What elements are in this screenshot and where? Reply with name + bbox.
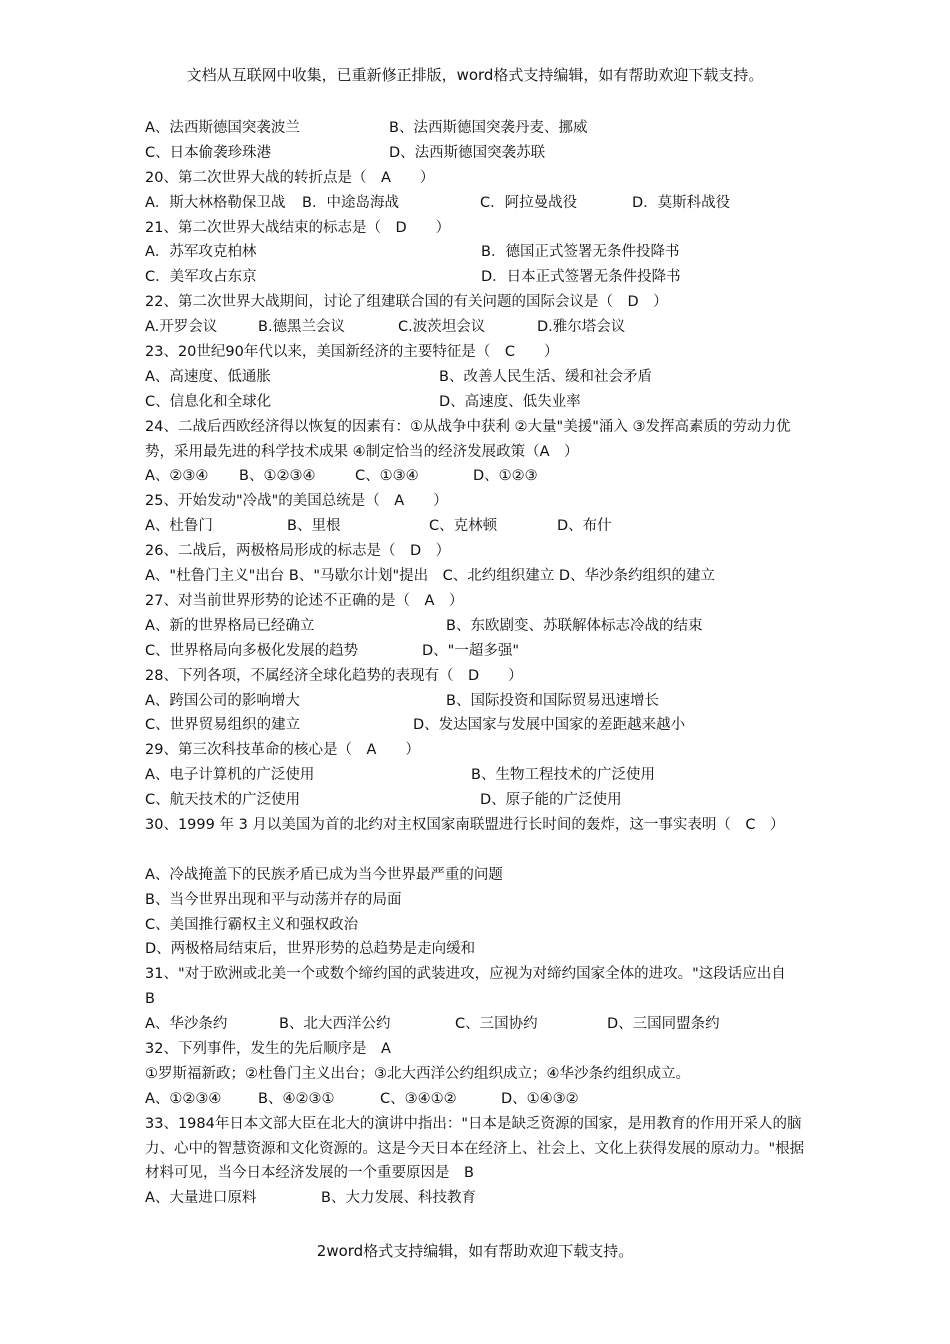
text-line-33 xyxy=(145,1012,810,1037)
line-14-segment-0: 25、开始发动"冷战"的美国总统是（ A ） xyxy=(145,493,448,510)
text-line-21 xyxy=(145,664,810,689)
line-33-segment-2: C、三国协约 xyxy=(455,1016,538,1033)
line-26-segment-0: C、航天技术的广泛使用 xyxy=(145,792,301,809)
line-26-segment-1: D、原子能的广泛使用 xyxy=(480,792,622,809)
line-6-segment-0: C．美军攻占东京 xyxy=(145,269,257,286)
line-23-segment-1: D、发达国家与发展中国家的差距越来越小 xyxy=(413,717,686,734)
text-line-19 xyxy=(145,614,810,639)
line-11-segment-1: D、高速度、低失业率 xyxy=(439,393,581,410)
text-line-25 xyxy=(145,763,810,788)
question-text-32: 31、"对于欧洲或北美一个或数个缔约国的武装进攻，应视为对缔约国家全体的进攻。"这段话应出自 B xyxy=(145,966,801,1008)
line-17-segment-0: A、"杜鲁门主义"出台 B、"马歇尔计划"提出 C、北约组织建立 D、华沙条约组织的建立 xyxy=(145,568,716,585)
text-line-36 xyxy=(145,1087,810,1112)
line-13-segment-0: A、②③④ xyxy=(145,468,209,485)
text-line-6 xyxy=(145,265,810,290)
text-line-26 xyxy=(145,788,810,813)
line-8-segment-0: A.开罗会议 xyxy=(145,319,218,336)
line-0-segment-0: A、法西斯德国突袭波兰 xyxy=(145,120,300,136)
line-0-segment-1: B、法西斯德国突袭丹麦、挪威 xyxy=(389,120,588,136)
line-11-segment-0: C、信息化和全球化 xyxy=(145,393,272,410)
text-line-15 xyxy=(145,514,810,539)
line-36-segment-2: C、③④①② xyxy=(380,1090,457,1107)
page-footer: 2word格式支持编辑，如有帮助欢迎下载支持。 xyxy=(316,1242,634,1260)
line-15-segment-3: D、布什 xyxy=(557,518,612,535)
line-4-segment-0: 21、第二次世界大战结束的标志是（ D ） xyxy=(145,219,451,236)
line-25-segment-0: A、电子计算机的广泛使用 xyxy=(145,767,315,784)
text-line-11 xyxy=(145,390,810,415)
text-line-8 xyxy=(145,315,810,340)
text-line-17 xyxy=(145,564,810,589)
line-13-segment-3: D、①②③ xyxy=(473,468,538,485)
line-36-segment-1: B、④②③① xyxy=(258,1090,335,1107)
line-21-segment-0: 28、下列各项，不属经济全球化趋势的表现有（ D ） xyxy=(145,667,523,684)
text-line-16 xyxy=(145,539,810,564)
line-8-segment-2: C.波茨坦会议 xyxy=(398,319,486,336)
line-18-segment-0: 27、对当前世界形势的论述不正确的是（ A ） xyxy=(145,592,464,609)
text-line-22 xyxy=(145,689,810,714)
page-header: 文档从互联网中收集，已重新修正排版，word格式支持编辑，如有帮助欢迎下载支持。 xyxy=(186,66,764,84)
text-line-38 xyxy=(145,1186,810,1211)
text-line-9 xyxy=(145,340,810,365)
question-text-12: 24、二战后西欧经济得以恢复的因素有：①从战争中获利 ②大量"美援"涌入 ③发挥高素质的劳动力优势，采用最先进的科学技术成果 ④制定恰当的经济发展政策（A ） xyxy=(145,418,791,460)
line-5-segment-1: B．德国正式签署无条件投降书 xyxy=(481,244,680,261)
line-13-segment-2: C、①③④ xyxy=(355,468,419,485)
line-6-segment-1: D．日本正式签署无条件投降书 xyxy=(481,269,681,286)
text-line-28 xyxy=(145,863,810,888)
line-20-segment-1: D、"一超多强" xyxy=(422,642,520,659)
text-line-18 xyxy=(145,589,810,614)
line-5-segment-0: A．苏军攻克柏林 xyxy=(145,244,257,261)
line-24-segment-0: 29、第三次科技革命的核心是（ A ） xyxy=(145,742,420,759)
text-line-29 xyxy=(145,888,810,913)
line-38-segment-0: A、大量进口原料 xyxy=(145,1190,257,1207)
line-22-segment-1: B、国际投资和国际贸易迅速增长 xyxy=(446,692,659,709)
line-3-segment-2: C．阿拉曼战役 xyxy=(480,194,578,211)
text-line-31 xyxy=(145,937,810,962)
line-31-segment-0: D、两极格局结束后，世界形势的总趋势是走向缓和 xyxy=(145,941,476,958)
line-15-segment-1: B、里根 xyxy=(287,518,341,535)
question-text-27: 30、1999 年 3 月以美国为首的北约对主权国家南联盟进行长时间的轰炸，这一事实表明（ C ） xyxy=(145,816,785,833)
line-33-segment-0: A、华沙条约 xyxy=(145,1016,228,1033)
text-line-30 xyxy=(145,913,810,938)
line-29-segment-0: B、当今世界出现和平与动荡并存的局面 xyxy=(145,891,402,908)
text-line-5 xyxy=(145,240,810,265)
text-line-4 xyxy=(145,216,810,241)
text-line-2 xyxy=(145,166,810,191)
line-2-segment-0: 20、第二次世界大战的转折点是（ A ） xyxy=(145,169,435,186)
text-line-3 xyxy=(145,191,810,216)
line-22-segment-0: A、跨国公司的影响增大 xyxy=(145,692,300,709)
line-36-segment-3: D、①④③② xyxy=(501,1090,579,1107)
line-3-segment-1: B．中途岛海战 xyxy=(302,194,399,211)
line-3-segment-3: D．莫斯科战役 xyxy=(632,194,731,211)
line-15-segment-2: C、克林顿 xyxy=(429,518,498,535)
line-1-segment-0: C、日本偷袭珍珠港 xyxy=(145,144,272,161)
line-10-segment-0: A、高速度、低通胀 xyxy=(145,368,271,385)
text-line-34 xyxy=(145,1037,810,1062)
line-3-segment-0: A．斯大林格勒保卫战 xyxy=(145,194,286,211)
text-line-23 xyxy=(145,713,810,738)
line-28-segment-0: A、冷战掩盖下的民族矛盾已成为当今世界最严重的问题 xyxy=(145,866,503,883)
line-34-segment-0: 32、下列事件，发生的先后顺序是 A xyxy=(145,1041,391,1057)
line-19-segment-0: A、新的世界格局已经确立 xyxy=(145,617,315,634)
line-15-segment-0: A、杜鲁门 xyxy=(145,518,213,535)
question-content xyxy=(145,116,810,1211)
line-19-segment-1: B、东欧剧变、苏联解体标志冷战的结束 xyxy=(446,617,703,634)
line-10-segment-1: B、改善人民生活、缓和社会矛盾 xyxy=(439,368,652,385)
line-8-segment-1: B.德黑兰会议 xyxy=(258,319,346,336)
line-9-segment-0: 23、20世纪90年代以来，美国新经济的主要特征是（ C ） xyxy=(145,344,559,361)
line-35-segment-0: ①罗斯福新政；②杜鲁门主义出台；③北大西洋公约组织成立；④华沙条约组织成立。 xyxy=(145,1065,690,1082)
line-8-segment-3: D.雅尔塔会议 xyxy=(537,319,626,336)
text-line-7 xyxy=(145,290,810,315)
text-line-10 xyxy=(145,365,810,390)
text-line-24 xyxy=(145,738,810,763)
text-line-0 xyxy=(145,116,810,141)
line-20-segment-0: C、世界格局向多极化发展的趋势 xyxy=(145,642,359,659)
text-line-13 xyxy=(145,464,810,489)
line-38-segment-1: B、大力发展、科技教育 xyxy=(321,1190,476,1207)
line-1-segment-1: D、法西斯德国突袭苏联 xyxy=(389,144,546,161)
line-13-segment-1: B、①②③④ xyxy=(239,468,316,485)
text-line-20 xyxy=(145,639,810,664)
text-line-14 xyxy=(145,489,810,514)
line-30-segment-0: C、美国推行霸权主义和强权政治 xyxy=(145,916,359,933)
question-text-37: 33、1984年日本文部大臣在北大的演讲中指出："日本是缺乏资源的国家，是用教育的作用开采人的脑力、心中的智慧资源和文化资源的。这是今天日本在经济上、社会上、文化上获得发展的原动力。"根据材料可见，当今日本经济发展的一个重要原因是 B xyxy=(145,1115,805,1182)
text-line-35 xyxy=(145,1062,810,1087)
line-33-segment-1: B、北大西洋公约 xyxy=(279,1016,391,1033)
line-23-segment-0: C、世界贸易组织的建立 xyxy=(145,717,301,734)
line-7-segment-0: 22、第二次世界大战期间，讨论了组建联合国的有关问题的国际会议是（ D ） xyxy=(145,294,668,311)
line-36-segment-0: A、①②③④ xyxy=(145,1090,222,1107)
line-25-segment-1: B、生物工程技术的广泛使用 xyxy=(471,767,655,784)
line-33-segment-3: D、三国同盟条约 xyxy=(607,1016,720,1033)
text-line-1 xyxy=(145,141,810,166)
line-16-segment-0: 26、二战后，两极格局形成的标志是（ D ） xyxy=(145,543,451,560)
